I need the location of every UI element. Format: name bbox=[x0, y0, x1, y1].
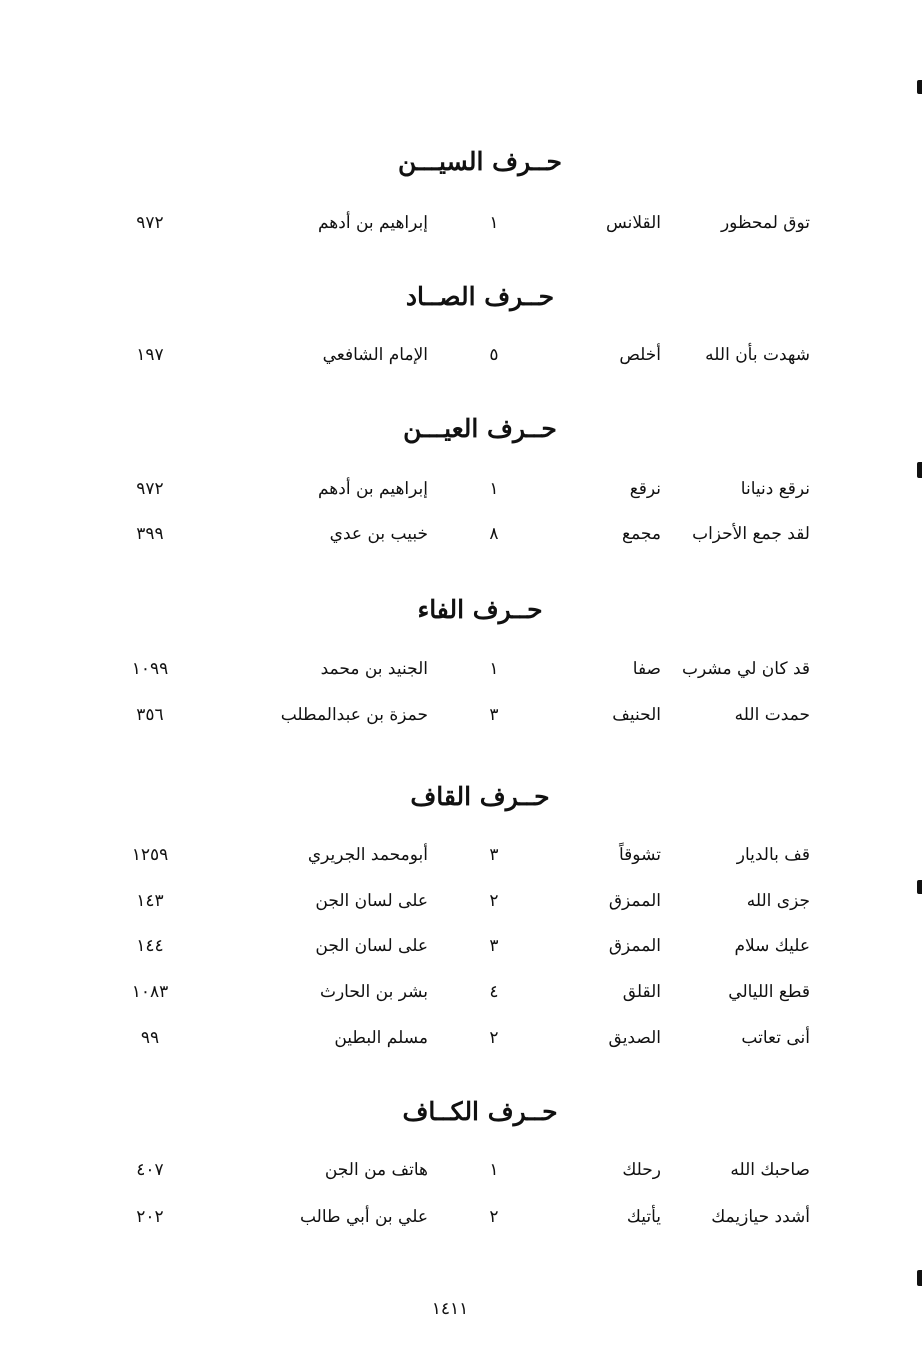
page-reference: ٢٠٢ bbox=[136, 1207, 164, 1227]
verse-count: ٨ bbox=[489, 524, 499, 544]
verse-count: ١ bbox=[489, 213, 499, 233]
page-reference: ٣٩٩ bbox=[136, 524, 164, 544]
first-words: قد كان لي مشرب bbox=[681, 659, 810, 679]
rhyme-word: الحنيف bbox=[612, 705, 661, 725]
first-words: توق لمحظور bbox=[720, 213, 810, 233]
rhyme-word: الممزق bbox=[608, 891, 661, 911]
verse-count: ٣ bbox=[489, 845, 499, 865]
scan-edge-mark bbox=[917, 1270, 922, 1286]
verse-count: ٢ bbox=[489, 891, 499, 911]
index-row bbox=[0, 700, 922, 730]
index-row bbox=[0, 654, 922, 684]
poet-name: إبراهيم بن أدهم bbox=[317, 213, 428, 233]
page-reference: ٤٠٧ bbox=[136, 1160, 164, 1180]
first-words: قف بالديار bbox=[736, 845, 810, 865]
first-words: نرقع دنيانا bbox=[740, 479, 810, 499]
page-reference: ٩٧٢ bbox=[136, 213, 164, 233]
first-words: أشدد حيازيمك bbox=[711, 1207, 810, 1227]
poet-name: مسلم البطين bbox=[334, 1028, 428, 1048]
index-row bbox=[0, 474, 922, 504]
index-row bbox=[0, 1023, 922, 1053]
first-words: شهدت بأن الله bbox=[705, 345, 810, 365]
index-row bbox=[0, 840, 922, 870]
section-heading-ain: حــرف العيـــن bbox=[403, 414, 557, 443]
index-row bbox=[0, 519, 922, 549]
verse-count: ٢ bbox=[489, 1207, 499, 1227]
index-row bbox=[0, 977, 922, 1007]
verse-count: ٣ bbox=[489, 936, 499, 956]
verse-count: ٣ bbox=[489, 705, 499, 725]
rhyme-word: القلق bbox=[622, 982, 661, 1002]
poet-name: علي بن أبي طالب bbox=[299, 1207, 428, 1227]
verse-count: ١ bbox=[489, 1160, 499, 1180]
section-heading-qaf: حــرف القاف bbox=[410, 782, 550, 811]
poet-name: بشر بن الحارث bbox=[319, 982, 428, 1002]
index-row bbox=[0, 931, 922, 961]
poet-name: إبراهيم بن أدهم bbox=[317, 479, 428, 499]
first-words: لقد جمع الأحزاب bbox=[692, 524, 810, 544]
rhyme-word: الصديق bbox=[608, 1028, 661, 1048]
first-words: صاحبك الله bbox=[730, 1160, 810, 1180]
page-reference: ١٠٩٩ bbox=[131, 659, 169, 679]
poet-name: أبومحمد الجريري bbox=[307, 845, 428, 865]
section-heading-seen: حــرف السيـــن bbox=[398, 147, 562, 176]
rhyme-word: تشوقاً bbox=[619, 845, 661, 865]
index-row bbox=[0, 1155, 922, 1185]
rhyme-word: أخلص bbox=[619, 345, 661, 365]
verse-count: ١ bbox=[489, 479, 499, 499]
section-heading-saad: حــرف الصــاد bbox=[405, 282, 555, 311]
poet-name: هاتف من الجن bbox=[324, 1160, 428, 1180]
verse-count: ٤ bbox=[489, 982, 499, 1002]
index-row bbox=[0, 340, 922, 370]
scan-edge-mark bbox=[917, 80, 922, 94]
rhyme-word: رحلك bbox=[622, 1160, 661, 1180]
verse-count: ٢ bbox=[489, 1028, 499, 1048]
section-heading-kaf: حــرف الكــاف bbox=[402, 1097, 558, 1126]
poet-name: على لسان الجن bbox=[315, 891, 428, 911]
verse-count: ٥ bbox=[489, 345, 499, 365]
rhyme-word: مجمع bbox=[622, 524, 661, 544]
page-reference: ١٢٥٩ bbox=[131, 845, 169, 865]
index-row bbox=[0, 208, 922, 238]
first-words: أنى تعاتب bbox=[741, 1028, 810, 1048]
verse-count: ١ bbox=[489, 659, 499, 679]
poet-name: خبيب بن عدي bbox=[329, 524, 428, 544]
page-reference: ١٠٨٣ bbox=[131, 982, 169, 1002]
poet-name: حمزة بن عبدالمطلب bbox=[280, 705, 428, 725]
scan-edge-mark bbox=[917, 880, 922, 894]
first-words: عليك سلام bbox=[734, 936, 810, 956]
page-reference: ٩٩ bbox=[140, 1028, 160, 1048]
index-row bbox=[0, 886, 922, 916]
rhyme-word: يأتيك bbox=[626, 1207, 661, 1227]
first-words: جزى الله bbox=[746, 891, 810, 911]
poet-name: الجنيد بن محمد bbox=[320, 659, 428, 679]
rhyme-word: الممزق bbox=[608, 936, 661, 956]
first-words: قطع الليالي bbox=[728, 982, 810, 1002]
page-number: ١٤١١ bbox=[431, 1299, 469, 1319]
page-reference: ١٤٣ bbox=[136, 891, 164, 911]
first-words: حمدت الله bbox=[734, 705, 810, 725]
scan-edge-mark bbox=[917, 462, 922, 478]
page-reference: ١٤٤ bbox=[136, 936, 164, 956]
index-row bbox=[0, 1202, 922, 1232]
rhyme-word: نرقع bbox=[629, 479, 661, 499]
poet-name: الإمام الشافعي bbox=[322, 345, 428, 365]
page-reference: ١٩٧ bbox=[136, 345, 164, 365]
section-heading-faa: حــرف الفاء bbox=[417, 595, 543, 624]
poet-name: على لسان الجن bbox=[315, 936, 428, 956]
page-reference: ٣٥٦ bbox=[136, 705, 164, 725]
page-reference: ٩٧٢ bbox=[136, 479, 164, 499]
rhyme-word: القلانس bbox=[605, 213, 661, 233]
rhyme-word: صفا bbox=[632, 659, 661, 679]
